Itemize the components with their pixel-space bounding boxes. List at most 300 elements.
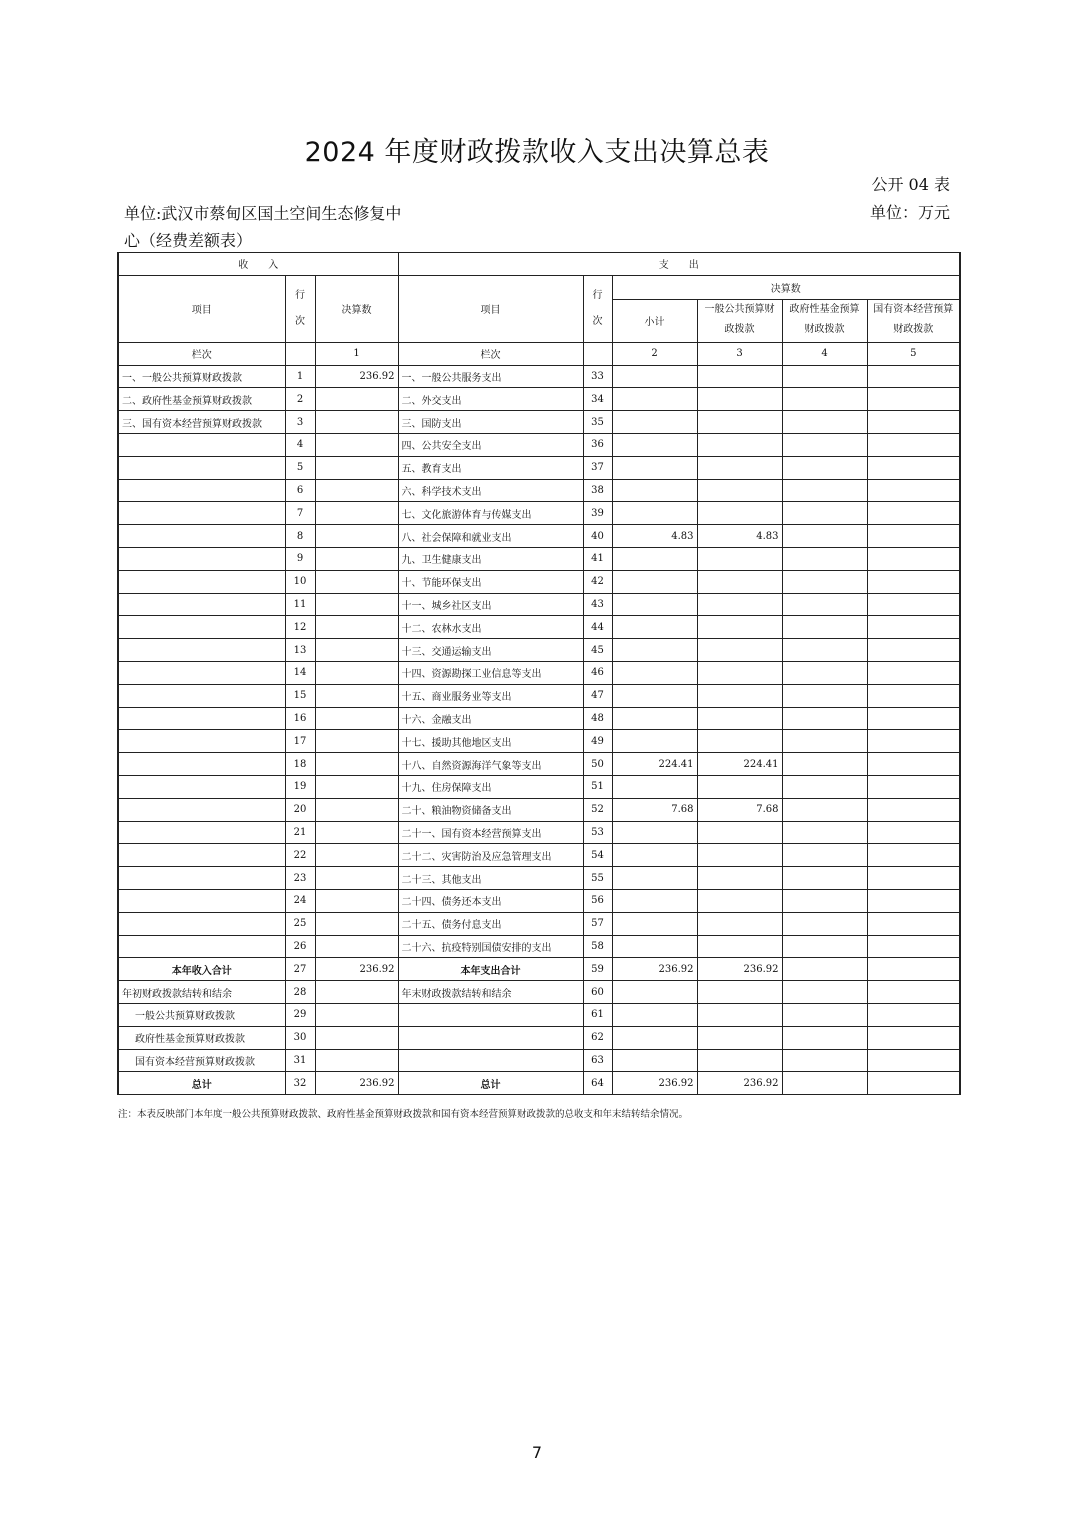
expense-general-budget <box>697 411 782 434</box>
table-row <box>118 935 960 958</box>
expense-fund-budget <box>782 775 867 798</box>
expense-item: 总计 <box>398 1072 583 1095</box>
expense-state-capital <box>867 1049 960 1072</box>
income-item <box>118 821 285 844</box>
unit-name-line1: 单位:武汉市蔡甸区国土空间生态修复中 <box>124 204 402 223</box>
income-amount <box>315 456 398 479</box>
expense-general-budget <box>697 388 782 411</box>
column-index-4: 4 <box>782 342 867 365</box>
expense-line-no: 45 <box>583 639 612 662</box>
expense-line-no: 36 <box>583 433 612 456</box>
income-item: 总计 <box>118 1072 285 1095</box>
income-line-no: 2 <box>285 388 315 411</box>
expense-state-capital <box>867 365 960 388</box>
expense-line-no: 50 <box>583 753 612 776</box>
table-row <box>118 798 960 821</box>
year-total-row <box>118 958 960 981</box>
expense-subtotal <box>612 1049 697 1072</box>
expense-fund-budget <box>782 798 867 821</box>
expense-line-no: 48 <box>583 707 612 730</box>
income-item <box>118 525 285 548</box>
expense-item: 二十六、抗疫特别国债安排的支出 <box>398 935 583 958</box>
expense-line-no: 49 <box>583 730 612 753</box>
expense-general-budget <box>697 1003 782 1026</box>
income-amount <box>315 707 398 730</box>
expense-state-capital <box>867 547 960 570</box>
table-row <box>118 707 960 730</box>
expense-subtotal <box>612 821 697 844</box>
expense-subtotal <box>612 867 697 890</box>
table-note: 注：本表反映部门本年度一般公共预算财政拨款、政府性基金预算财政拨款和国有资本经营预算财政拨款的总收支和年末结转结余情况。 <box>118 1109 689 1120</box>
expense-item: 十五、商业服务业等支出 <box>398 684 583 707</box>
state-capital-header: 国有资本经营预算财政拨款 <box>867 299 960 342</box>
income-amount <box>315 639 398 662</box>
expense-item: 十九、住房保障支出 <box>398 775 583 798</box>
expense-item: 二十五、债务付息支出 <box>398 912 583 935</box>
expense-item: 一、一般公共服务支出 <box>398 365 583 388</box>
expense-line-no: 58 <box>583 935 612 958</box>
expense-general-budget: 7.68 <box>697 798 782 821</box>
income-amount <box>315 661 398 684</box>
expense-fund-budget <box>782 661 867 684</box>
income-line-no: 8 <box>285 525 315 548</box>
income-item <box>118 730 285 753</box>
expense-subtotal <box>612 912 697 935</box>
expense-state-capital <box>867 844 960 867</box>
income-item-header: 项目 <box>118 275 285 342</box>
expense-fund-budget <box>782 821 867 844</box>
carryover-row <box>118 1003 960 1026</box>
header-row-2 <box>118 275 960 299</box>
expense-item: 二、外交支出 <box>398 388 583 411</box>
expense-fund-budget <box>782 912 867 935</box>
expense-state-capital <box>867 433 960 456</box>
expense-item: 十三、交通运输支出 <box>398 639 583 662</box>
income-amount <box>315 502 398 525</box>
income-line-no: 16 <box>285 707 315 730</box>
expense-fund-budget <box>782 433 867 456</box>
expense-item: 十一、城乡社区支出 <box>398 593 583 616</box>
expense-state-capital <box>867 1026 960 1049</box>
income-amount <box>315 525 398 548</box>
expense-subtotal <box>612 661 697 684</box>
table-row <box>118 525 960 548</box>
expense-state-capital <box>867 525 960 548</box>
income-amount: 236.92 <box>315 958 398 981</box>
expense-line-no: 55 <box>583 867 612 890</box>
expense-general-budget <box>697 821 782 844</box>
income-item <box>118 479 285 502</box>
expense-line-no: 43 <box>583 593 612 616</box>
income-amount <box>315 775 398 798</box>
expense-line-no: 62 <box>583 1026 612 1049</box>
expense-general-budget <box>697 912 782 935</box>
carryover-row <box>118 981 960 1004</box>
income-amount <box>315 547 398 570</box>
income-amount <box>315 935 398 958</box>
income-line-no: 23 <box>285 867 315 890</box>
income-line-no: 28 <box>285 981 315 1004</box>
expense-line-header: 行 次 <box>583 275 612 342</box>
expense-item: 二十三、其他支出 <box>398 867 583 890</box>
income-item: 一般公共预算财政拨款 <box>118 1003 285 1026</box>
carryover-row <box>118 1049 960 1072</box>
table-row <box>118 821 960 844</box>
table-row <box>118 570 960 593</box>
expense-state-capital <box>867 456 960 479</box>
expense-fund-budget <box>782 616 867 639</box>
expense-general-budget <box>697 639 782 662</box>
income-item <box>118 684 285 707</box>
expense-general-budget <box>697 1049 782 1072</box>
expense-fund-budget <box>782 935 867 958</box>
expense-line-no: 41 <box>583 547 612 570</box>
income-line-no: 31 <box>285 1049 315 1072</box>
income-item <box>118 570 285 593</box>
expense-state-capital <box>867 935 960 958</box>
expense-line-no: 46 <box>583 661 612 684</box>
expense-state-capital <box>867 570 960 593</box>
income-amount <box>315 844 398 867</box>
table-row <box>118 502 960 525</box>
income-amount <box>315 981 398 1004</box>
expense-fund-budget <box>782 889 867 912</box>
expense-item: 六、科学技术支出 <box>398 479 583 502</box>
income-item <box>118 775 285 798</box>
expense-subtotal <box>612 775 697 798</box>
income-item <box>118 502 285 525</box>
income-amount <box>315 730 398 753</box>
expense-subtotal <box>612 593 697 616</box>
income-line-no: 17 <box>285 730 315 753</box>
income-amount <box>315 411 398 434</box>
expense-fund-budget <box>782 502 867 525</box>
expense-general-budget <box>697 1026 782 1049</box>
income-line-no: 21 <box>285 821 315 844</box>
expense-fund-budget <box>782 1026 867 1049</box>
income-amount <box>315 867 398 890</box>
expense-line-no: 34 <box>583 388 612 411</box>
expense-fund-budget <box>782 388 867 411</box>
expense-state-capital <box>867 388 960 411</box>
column-index-blank <box>583 342 612 365</box>
income-item: 政府性基金预算财政拨款 <box>118 1026 285 1049</box>
expense-state-capital <box>867 775 960 798</box>
income-item <box>118 889 285 912</box>
expense-general-budget <box>697 433 782 456</box>
income-line-no: 6 <box>285 479 315 502</box>
expense-fund-budget <box>782 753 867 776</box>
expense-subtotal <box>612 365 697 388</box>
expense-fund-budget <box>782 981 867 1004</box>
income-item: 二、政府性基金预算财政拨款 <box>118 388 285 411</box>
income-amount <box>315 388 398 411</box>
table-row <box>118 547 960 570</box>
expense-fund-budget <box>782 730 867 753</box>
column-index-1: 1 <box>315 342 398 365</box>
expense-subtotal <box>612 707 697 730</box>
expense-line-no: 42 <box>583 570 612 593</box>
expense-general-budget <box>697 844 782 867</box>
expense-item: 十六、金融支出 <box>398 707 583 730</box>
expense-line-no: 47 <box>583 684 612 707</box>
expense-state-capital <box>867 912 960 935</box>
expense-fund-budget <box>782 525 867 548</box>
page-number: 7 <box>531 1443 543 1462</box>
expense-fund-budget <box>782 707 867 730</box>
expense-subtotal <box>612 684 697 707</box>
expense-line-no: 40 <box>583 525 612 548</box>
expense-state-capital <box>867 479 960 502</box>
income-line-no: 32 <box>285 1072 315 1095</box>
expense-line-no: 33 <box>583 365 612 388</box>
expense-state-capital <box>867 1072 960 1095</box>
income-amount <box>315 593 398 616</box>
income-amount <box>315 479 398 502</box>
expense-line-no: 59 <box>583 958 612 981</box>
income-item <box>118 661 285 684</box>
income-amount <box>315 798 398 821</box>
expense-general-budget <box>697 456 782 479</box>
expense-state-capital <box>867 867 960 890</box>
expense-state-capital <box>867 889 960 912</box>
expense-item: 二十二、灾害防治及应急管理支出 <box>398 844 583 867</box>
income-line-no: 12 <box>285 616 315 639</box>
expense-general-budget <box>697 730 782 753</box>
expense-item: 十四、资源勘探工业信息等支出 <box>398 661 583 684</box>
column-index-2: 2 <box>612 342 697 365</box>
expense-amount-header: 决算数 <box>612 275 960 299</box>
expense-fund-budget <box>782 365 867 388</box>
column-index-row <box>118 342 960 365</box>
expense-line-no: 57 <box>583 912 612 935</box>
table-row <box>118 889 960 912</box>
expense-general-budget <box>697 684 782 707</box>
expense-general-budget: 4.83 <box>697 525 782 548</box>
expense-fund-budget <box>782 867 867 890</box>
income-amount <box>315 1049 398 1072</box>
income-amount <box>315 616 398 639</box>
income-item <box>118 798 285 821</box>
unit-name <box>124 200 464 254</box>
income-amount <box>315 753 398 776</box>
income-amount <box>315 821 398 844</box>
expense-subtotal: 236.92 <box>612 1072 697 1095</box>
expense-fund-budget <box>782 639 867 662</box>
table-row <box>118 661 960 684</box>
expense-item <box>398 1026 583 1049</box>
expense-subtotal <box>612 981 697 1004</box>
table-row <box>118 479 960 502</box>
expense-state-capital <box>867 639 960 662</box>
income-line-no: 26 <box>285 935 315 958</box>
expense-subtotal <box>612 639 697 662</box>
income-item: 本年收入合计 <box>118 958 285 981</box>
expense-subtotal <box>612 1026 697 1049</box>
income-line-no: 30 <box>285 1026 315 1049</box>
income-item <box>118 707 285 730</box>
expense-item-header: 项目 <box>398 275 583 342</box>
expense-general-budget <box>697 707 782 730</box>
expense-item <box>398 1049 583 1072</box>
expense-item: 本年支出合计 <box>398 958 583 981</box>
income-item <box>118 456 285 479</box>
income-line-no: 1 <box>285 365 315 388</box>
income-line-no: 15 <box>285 684 315 707</box>
table-row <box>118 593 960 616</box>
expense-subtotal <box>612 456 697 479</box>
income-line-no: 20 <box>285 798 315 821</box>
table-row <box>118 365 960 388</box>
income-item <box>118 593 285 616</box>
table-row <box>118 912 960 935</box>
income-item <box>118 935 285 958</box>
expense-subtotal <box>612 502 697 525</box>
expense-item: 三、国防支出 <box>398 411 583 434</box>
expense-line-no: 60 <box>583 981 612 1004</box>
income-line-no: 19 <box>285 775 315 798</box>
expense-general-budget <box>697 775 782 798</box>
expense-line-no: 61 <box>583 1003 612 1026</box>
income-line-no: 11 <box>285 593 315 616</box>
income-amount <box>315 433 398 456</box>
expense-state-capital <box>867 411 960 434</box>
header-row-1 <box>118 253 960 276</box>
expense-item: 十七、援助其他地区支出 <box>398 730 583 753</box>
expense-item: 四、公共安全支出 <box>398 433 583 456</box>
expense-line-no: 54 <box>583 844 612 867</box>
income-amount <box>315 1026 398 1049</box>
table-row <box>118 639 960 662</box>
expense-general-budget <box>697 981 782 1004</box>
expense-subtotal <box>612 570 697 593</box>
expense-line-no: 53 <box>583 821 612 844</box>
income-amount: 236.92 <box>315 1072 398 1095</box>
expense-fund-budget <box>782 958 867 981</box>
expense-state-capital <box>867 502 960 525</box>
expense-state-capital <box>867 981 960 1004</box>
expense-fund-budget <box>782 1049 867 1072</box>
expense-general-budget <box>697 547 782 570</box>
income-line-no: 5 <box>285 456 315 479</box>
expense-item: 年末财政拨款结转和结余 <box>398 981 583 1004</box>
expense-item: 五、教育支出 <box>398 456 583 479</box>
expense-subtotal: 7.68 <box>612 798 697 821</box>
expense-fund-budget <box>782 1072 867 1095</box>
general-budget-header: 一般公共预算财政拨款 <box>697 299 782 342</box>
grand-total-row <box>118 1072 960 1095</box>
expense-state-capital <box>867 753 960 776</box>
expense-fund-budget <box>782 1003 867 1026</box>
income-amount <box>315 912 398 935</box>
expense-state-capital <box>867 684 960 707</box>
expense-item <box>398 1003 583 1026</box>
income-line-no: 24 <box>285 889 315 912</box>
expense-fund-budget <box>782 844 867 867</box>
expense-subtotal <box>612 1003 697 1026</box>
income-line-no: 13 <box>285 639 315 662</box>
expense-state-capital <box>867 730 960 753</box>
expense-general-budget <box>697 479 782 502</box>
income-amount-header: 决算数 <box>315 275 398 342</box>
expense-line-no: 38 <box>583 479 612 502</box>
expense-subtotal: 236.92 <box>612 958 697 981</box>
expense-general-budget <box>697 365 782 388</box>
expense-subtotal <box>612 411 697 434</box>
income-item <box>118 547 285 570</box>
expense-item: 十二、农林水支出 <box>398 616 583 639</box>
expense-subtotal <box>612 547 697 570</box>
column-label-expense: 栏次 <box>398 342 583 365</box>
column-index-5: 5 <box>867 342 960 365</box>
income-item: 国有资本经营预算财政拨款 <box>118 1049 285 1072</box>
income-line-no: 22 <box>285 844 315 867</box>
table-row <box>118 844 960 867</box>
income-item <box>118 433 285 456</box>
income-item <box>118 912 285 935</box>
table-row <box>118 433 960 456</box>
expense-line-no: 35 <box>583 411 612 434</box>
expense-general-budget <box>697 593 782 616</box>
income-item: 三、国有资本经营预算财政拨款 <box>118 411 285 434</box>
table-row <box>118 775 960 798</box>
table-row <box>118 684 960 707</box>
expense-subtotal: 4.83 <box>612 525 697 548</box>
expense-general-budget <box>697 889 782 912</box>
income-line-no: 9 <box>285 547 315 570</box>
subtotal-header: 小计 <box>612 299 697 342</box>
expense-general-budget: 224.41 <box>697 753 782 776</box>
expense-general-budget <box>697 661 782 684</box>
expense-state-capital <box>867 707 960 730</box>
expense-state-capital <box>867 958 960 981</box>
expense-general-budget <box>697 935 782 958</box>
expense-line-no: 63 <box>583 1049 612 1072</box>
expense-general-budget: 236.92 <box>697 958 782 981</box>
income-amount: 236.92 <box>315 365 398 388</box>
table-row <box>118 867 960 890</box>
expense-subtotal <box>612 889 697 912</box>
expense-line-no: 51 <box>583 775 612 798</box>
expense-state-capital <box>867 616 960 639</box>
income-item <box>118 844 285 867</box>
expense-subtotal <box>612 616 697 639</box>
expense-line-no: 64 <box>583 1072 612 1095</box>
form-number: 公开 04 表 <box>871 175 950 194</box>
expense-item: 二十一、国有资本经营预算支出 <box>398 821 583 844</box>
expense-line-no: 56 <box>583 889 612 912</box>
expense-item: 九、卫生健康支出 <box>398 547 583 570</box>
column-label-income: 栏次 <box>118 342 285 365</box>
income-item: 年初财政拨款结转和结余 <box>118 981 285 1004</box>
carryover-row <box>118 1026 960 1049</box>
column-index-blank <box>285 342 315 365</box>
expense-subtotal <box>612 388 697 411</box>
expense-subtotal <box>612 730 697 753</box>
expense-line-no: 37 <box>583 456 612 479</box>
income-line-no: 27 <box>285 958 315 981</box>
expense-subtotal <box>612 433 697 456</box>
expense-subtotal: 224.41 <box>612 753 697 776</box>
currency-unit: 单位：万元 <box>869 203 950 222</box>
expense-fund-budget <box>782 684 867 707</box>
expense-state-capital <box>867 593 960 616</box>
expense-line-no: 39 <box>583 502 612 525</box>
income-line-no: 14 <box>285 661 315 684</box>
expense-state-capital <box>867 798 960 821</box>
expense-general-budget: 236.92 <box>697 1072 782 1095</box>
expense-state-capital <box>867 661 960 684</box>
